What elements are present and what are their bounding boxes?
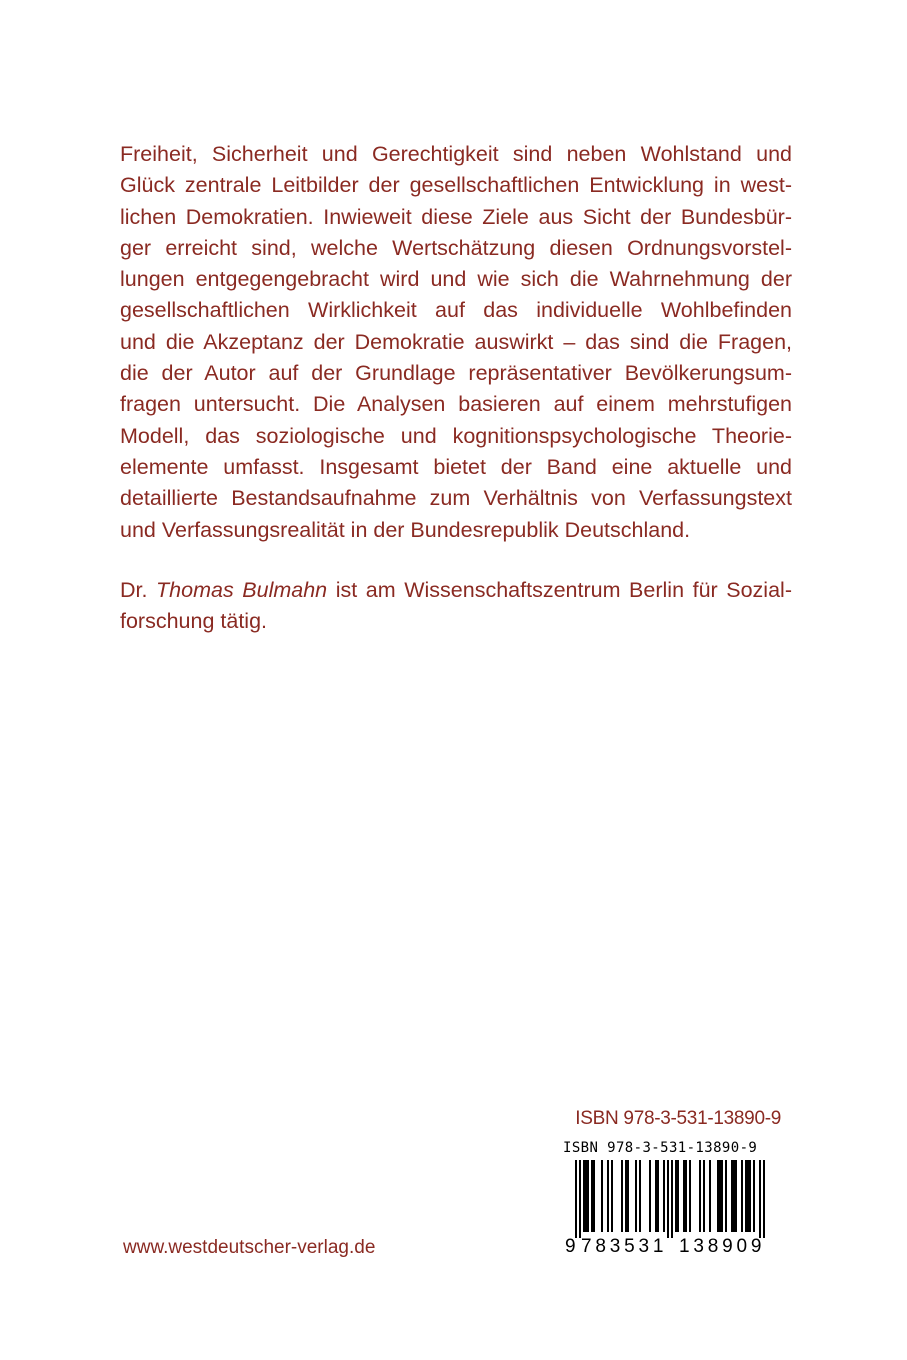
barcode-guard-bar xyxy=(579,1160,581,1238)
author-title: Dr. xyxy=(120,578,157,602)
barcode-left-digits: 783531 xyxy=(581,1236,668,1257)
barcode-bar xyxy=(591,1160,593,1232)
barcode-guard-bar xyxy=(759,1160,761,1238)
barcode-guard-bar xyxy=(763,1160,765,1238)
barcode-bar xyxy=(725,1160,727,1232)
blurb-line: und Verfassungsrealität in der Bundesrepublik Deutschland. xyxy=(120,517,691,542)
barcode-bar xyxy=(745,1160,747,1232)
blurb-text xyxy=(120,139,792,546)
barcode-bar xyxy=(717,1160,719,1232)
blurb-line: ger erreicht sind, welche Wertschätzung diesen Ordnungsvorstel- xyxy=(120,235,792,260)
barcode-bar xyxy=(625,1160,627,1232)
barcode-bar xyxy=(649,1160,651,1232)
barcode-bar xyxy=(627,1160,629,1232)
isbn-label: ISBN 978-3-531-13890-9 xyxy=(575,1108,781,1129)
barcode-bar xyxy=(657,1160,659,1232)
barcode-bar xyxy=(655,1160,657,1232)
barcode-bar xyxy=(621,1160,623,1232)
barcode-bar xyxy=(735,1160,737,1232)
barcode-bar xyxy=(721,1160,723,1232)
barcode-guard-bar xyxy=(671,1160,673,1238)
barcode-bar xyxy=(587,1160,589,1232)
barcode-bar xyxy=(593,1160,595,1232)
barcode-bar xyxy=(607,1160,609,1232)
blurb-line: lungen entgegengebracht wird und wie sich die Wahrnehmung der xyxy=(120,267,792,292)
barcode-bar xyxy=(585,1160,587,1232)
barcode-bar xyxy=(753,1160,755,1232)
author-bio-line2: forschung tätig. xyxy=(120,609,268,634)
blurb-line: Modell, das soziologische und kognitionspsychologische Theorie- xyxy=(120,423,792,448)
author-affiliation: ist am Wissenschaftszentrum Berlin für Sozial- xyxy=(327,578,792,602)
barcode-right-digits: 138909 xyxy=(679,1236,766,1257)
barcode-bar xyxy=(683,1160,685,1232)
author-bio-line1 xyxy=(120,575,792,606)
barcode-bar xyxy=(677,1160,679,1232)
barcode-bar xyxy=(749,1160,751,1232)
barcode-bar xyxy=(741,1160,743,1232)
barcode-bar xyxy=(733,1160,735,1232)
barcode-guard-bar xyxy=(575,1160,577,1238)
blurb-line: gesellschaftlichen Wirklichkeit auf das individuelle Wohlbefinden xyxy=(120,298,792,323)
barcode-bar xyxy=(639,1160,641,1232)
blurb-line: die der Autor auf der Grundlage repräsentativer Bevölkerungsum- xyxy=(120,361,792,386)
barcode-bar xyxy=(685,1160,687,1232)
barcode-bar xyxy=(689,1160,691,1232)
blurb-line: elemente umfasst. Insgesamt bietet der Band eine aktuelle und xyxy=(120,454,792,479)
barcode xyxy=(555,1140,790,1280)
barcode-bars xyxy=(555,1160,790,1238)
barcode-guard-bar xyxy=(667,1160,669,1238)
barcode-bar xyxy=(635,1160,637,1232)
barcode-bar xyxy=(709,1160,711,1232)
author-name: Thomas Bulmahn xyxy=(156,578,328,602)
author-bio xyxy=(120,575,792,638)
blurb-line: lichen Demokratien. Inwieweit diese Ziele aus Sicht der Bundesbür- xyxy=(120,204,792,229)
barcode-first-digit: 9 xyxy=(565,1236,576,1257)
barcode-bar xyxy=(719,1160,721,1232)
blurb-line: Glück zentrale Leitbilder der gesellschaftlichen Entwicklung in west- xyxy=(120,173,792,198)
barcode-bar xyxy=(747,1160,749,1232)
barcode-bar xyxy=(583,1160,585,1232)
barcode-isbn-text: ISBN 978-3-531-13890-9 xyxy=(563,1140,758,1156)
blurb-line: fragen untersucht. Die Analysen basieren auf einem mehrstufigen xyxy=(120,392,792,417)
barcode-bar xyxy=(611,1160,613,1232)
barcode-bar xyxy=(663,1160,665,1232)
barcode-bar xyxy=(731,1160,733,1232)
blurb-line: und die Akzeptanz der Demokratie auswirkt – das sind die Fragen, xyxy=(120,329,792,354)
barcode-bar xyxy=(675,1160,677,1232)
blurb-line: detaillierte Bestandsaufnahme zum Verhältnis von Verfassungstext xyxy=(120,486,792,511)
barcode-bar xyxy=(699,1160,701,1232)
publisher-website: www.westdeutscher-verlag.de xyxy=(123,1237,376,1258)
barcode-bar xyxy=(601,1160,603,1232)
barcode-bar xyxy=(703,1160,705,1232)
blurb-line: Freiheit, Sicherheit und Gerechtigkeit sind neben Wohlstand und xyxy=(120,142,792,166)
